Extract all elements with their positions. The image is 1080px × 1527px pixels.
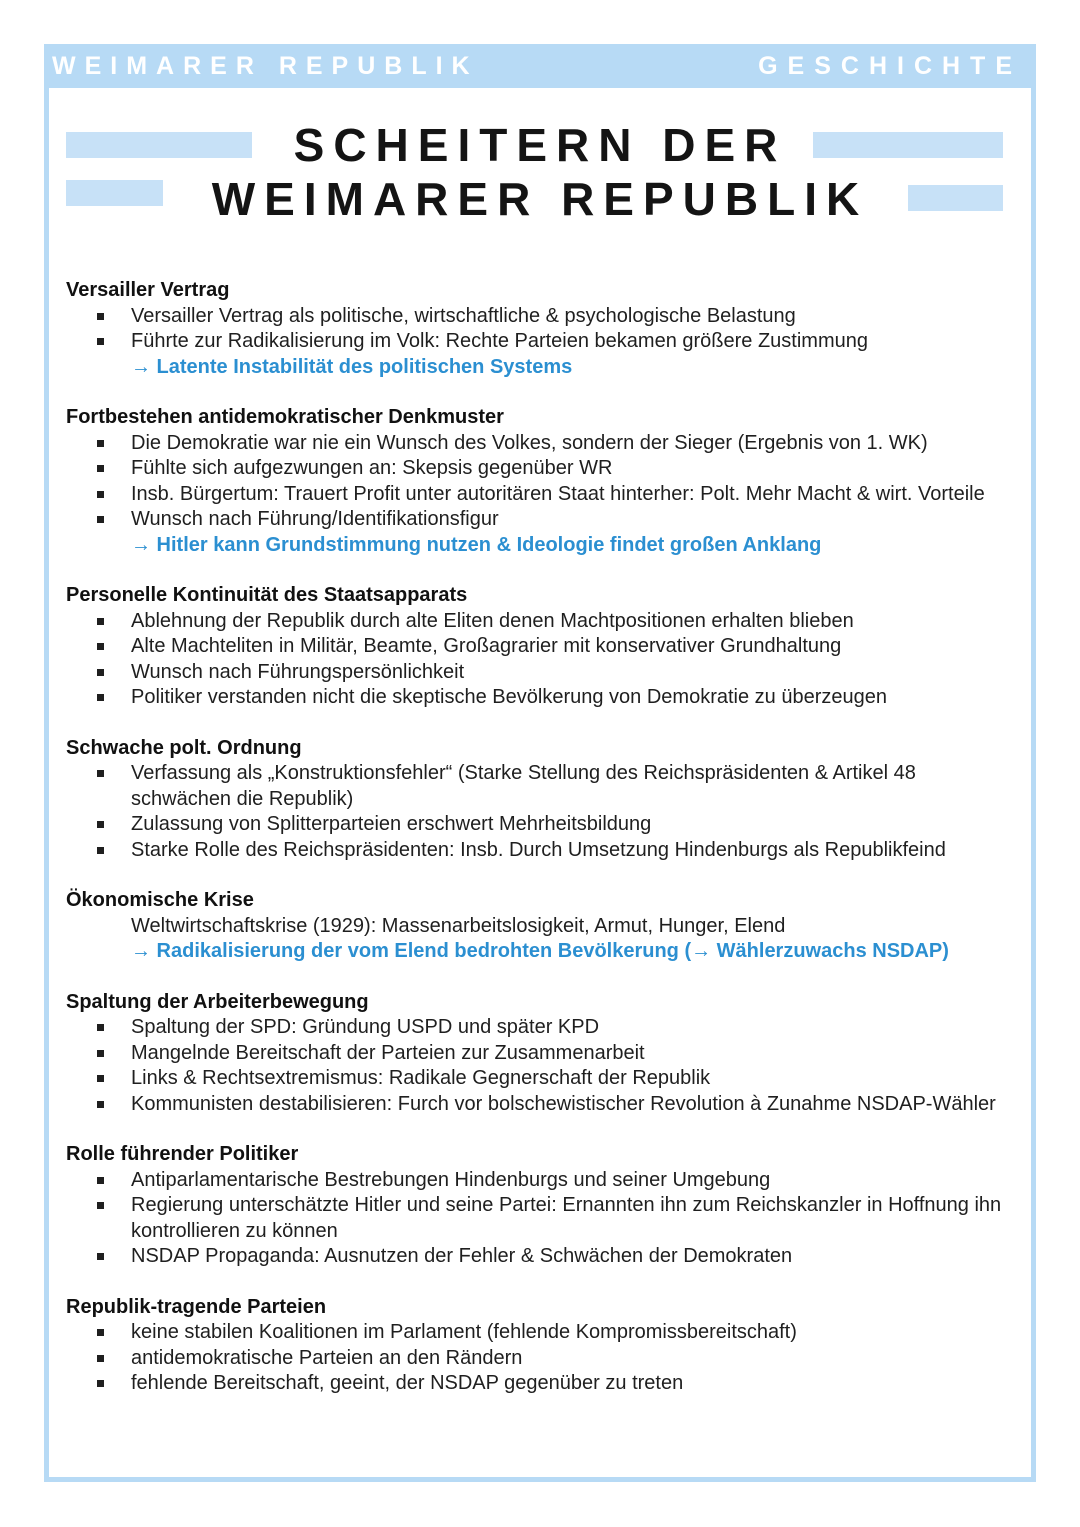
list-item: Versailler Vertrag als politische, wirtschaftliche & psychologische Belastung <box>66 304 1016 330</box>
list-item: NSDAP Propaganda: Ausnutzen der Fehler & Schwächen der Demokraten <box>66 1244 1016 1270</box>
header-subject: WEIMARER REPUBLIK <box>52 52 479 80</box>
list-item: Spaltung der SPD: Gründung USPD und später KPD <box>66 1015 1016 1041</box>
list-item: Links & Rechtsextremismus: Radikale Gegnerschaft der Republik <box>66 1066 1016 1092</box>
list-item: keine stabilen Koalitionen im Parlament (fehlende Kompromissbereitschaft) <box>66 1320 1016 1346</box>
section-republik-tragende-parteien <box>66 1295 1016 1397</box>
list-item: fehlende Bereitschaft, geeint, der NSDAP gegenüber zu treten <box>66 1371 1016 1397</box>
section-heading: Versailler Vertrag <box>66 279 230 301</box>
header-category: GESCHICHTE <box>758 52 1022 80</box>
section-heading: Ökonomische Krise <box>66 889 254 911</box>
page-title-line2: WEIMARER REPUBLIK <box>211 173 869 225</box>
section-heading: Rolle führender Politiker <box>66 1143 299 1165</box>
section-oekonomische-krise <box>66 888 1016 965</box>
list-item: Politiker verstanden nicht die skeptische Bevölkerung von Demokratie zu überzeugen <box>66 685 1016 711</box>
list-item: Starke Rolle des Reichspräsidenten: Insb. Durch Umsetzung Hindenburgs als Republikfeind <box>66 838 1016 864</box>
section-heading: Fortbestehen antidemokratischer Denkmuster <box>66 406 504 428</box>
section-antidemokratische-denkmuster <box>66 405 1016 558</box>
list-item: Verfassung als „Konstruktionsfehler“ (Starke Stellung des Reichspräsidenten & Artikel 48 schwächen die Republik) <box>66 761 1016 812</box>
list-item: Alte Machteliten in Militär, Beamte, Großagrarier mit konservativer Grundhaltung <box>66 634 1016 660</box>
section-conclusion: → Latente Instabilität des politischen Systems <box>131 355 573 378</box>
list-item: Regierung unterschätzte Hitler und seine Partei: Ernannten ihn zum Reichskanzler in Hoffnung ihn kontrollieren zu können <box>66 1193 1016 1244</box>
section-text: Weltwirtschaftskrise (1929): Massenarbeitslosigkeit, Armut, Hunger, Elend <box>131 914 786 937</box>
section-conclusion: → Hitler kann Grundstimmung nutzen & Ideologie findet großen Anklang <box>131 533 822 556</box>
list-item: antidemokratische Parteien an den Rändern <box>66 1346 1016 1372</box>
section-rolle-politiker <box>66 1142 1016 1270</box>
list-item: Insb. Bürgertum: Trauert Profit unter autoritären Staat hinterher: Polt. Mehr Macht & wirt. Vorteile <box>66 482 1016 508</box>
section-personelle-kontinuitaet <box>66 583 1016 711</box>
list-item: Die Demokratie war nie ein Wunsch des Volkes, sondern der Sieger (Ergebnis von 1. WK) <box>66 431 1016 457</box>
list-item: Wunsch nach Führungspersönlichkeit <box>66 660 1016 686</box>
list-item: Antiparlamentarische Bestrebungen Hindenburgs und seiner Umgebung <box>66 1168 1016 1194</box>
section-heading: Schwache polt. Ordnung <box>66 736 302 759</box>
list-item: Fühlte sich aufgezwungen an: Skepsis gegenüber WR <box>66 456 1016 482</box>
section-versailler-vertrag <box>66 278 1016 380</box>
list-item: Führte zur Radikalisierung im Volk: Rechte Parteien bekamen größere Zustimmung <box>66 329 1016 355</box>
list-item: Wunsch nach Führung/Identifikationsfigur <box>66 507 1016 533</box>
section-spaltung-arbeiterbewegung <box>66 990 1016 1118</box>
section-heading: Republik-tragende Parteien <box>66 1295 327 1318</box>
list-item: Zulassung von Splitterparteien erschwert Mehrheitsbildung <box>66 812 1016 838</box>
list-item: Ablehnung der Republik durch alte Eliten denen Machtpositionen erhalten blieben <box>66 609 1016 635</box>
section-schwache-ordnung <box>66 736 1016 864</box>
content <box>66 278 1016 1422</box>
list-item: Mangelnde Bereitschaft der Parteien zur Zusammenarbeit <box>66 1041 1016 1067</box>
list-item: Kommunisten destabilisieren: Furch vor bolschewistischer Revolution à Zunahme NSDAP-Wähler <box>66 1092 1016 1118</box>
section-heading: Personelle Kontinuität des Staatsapparats <box>66 584 468 606</box>
section-heading: Spaltung der Arbeiterbewegung <box>66 990 369 1013</box>
section-conclusion: → Radikalisierung der vom Elend bedrohten Bevölkerung (→ Wählerzuwachs NSDAP) <box>131 940 949 962</box>
page-title-line1: SCHEITERN DER <box>293 119 787 171</box>
